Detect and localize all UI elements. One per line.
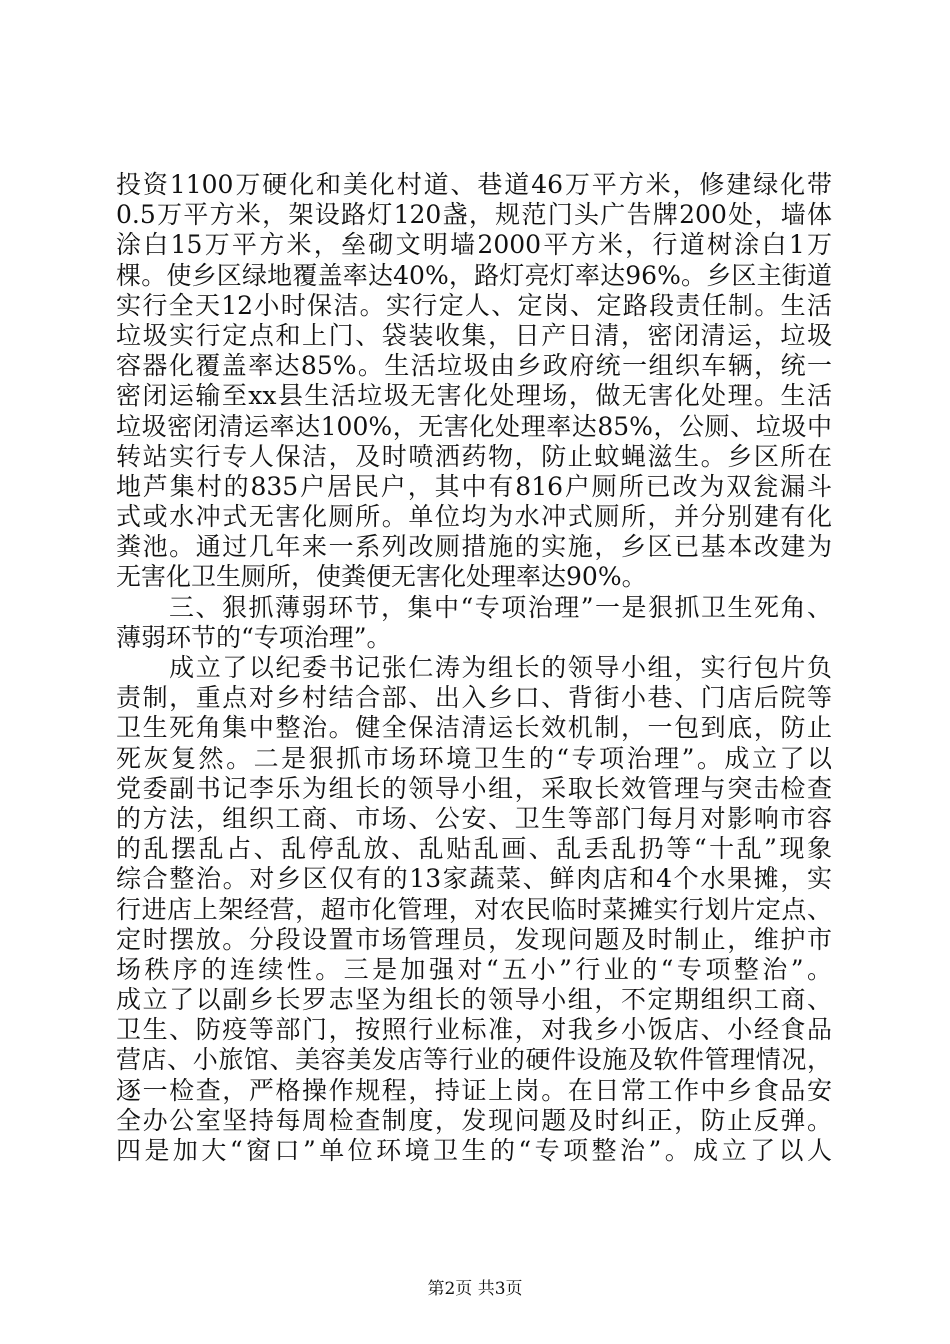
text-line: 责制，重点对乡村结合部、出入乡口、背街小巷、门店后院等 <box>116 683 832 713</box>
text-line: 全办公室坚持每周检查制度，发现问题及时纠正，防止反弹。 <box>116 1105 832 1135</box>
text-line: 地芦集村的835户居民户，其中有816户厕所已改为双瓮漏斗 <box>116 471 832 501</box>
text-line: 薄弱环节的“专项治理”。 <box>116 622 392 652</box>
text-line: 实行全天12小时保洁。实行定人、定岗、定路段责任制。生活 <box>116 290 832 320</box>
text-line: 党委副书记李乐为组长的领导小组，采取长效管理与突击检查 <box>116 773 832 803</box>
page-footer: 第2页 共3页 <box>427 1279 523 1299</box>
text-line: 垃圾密闭清运率达100%，无害化处理率达85%，公厕、垃圾中 <box>116 411 832 441</box>
text-line: 卫生死角集中整治。健全保洁清运长效机制，一包到底，防止 <box>116 713 832 743</box>
text-line: 综合整治。对乡区仅有的13家蔬菜、鲜肉店和4个水果摊，实 <box>116 864 832 894</box>
text-line: 的乱摆乱占、乱停乱放、乱贴乱画、乱丢乱扔等“十乱”现象 <box>116 834 832 864</box>
text-line: 逐一检查，严格操作规程，持证上岗。在日常工作中乡食品安 <box>116 1075 832 1105</box>
text-line: 行进店上架经营，超市化管理，对农民临时菜摊实行划片定点、 <box>116 894 832 924</box>
text-line: 卫生、防疫等部门，按照行业标准，对我乡小饭店、小经食品 <box>116 1015 832 1045</box>
text-line: 密闭运输至xx县生活垃圾无害化处理场，做无害化处理。生活 <box>116 381 832 411</box>
text-line: 投资1100万硬化和美化村道、巷道46万平方米，修建绿化带 <box>116 170 832 199</box>
text-line: 定时摆放。分段设置市场管理员，发现问题及时制止，维护市 <box>116 924 832 954</box>
text-line: 成立了以副乡长罗志坚为组长的领导小组，不定期组织工商、 <box>116 985 832 1015</box>
text-line: 转站实行专人保洁，及时喷洒药物，防止蚊蝇滋生。乡区所在 <box>116 441 832 471</box>
text-line: 式或水冲式无害化厕所。单位均为水冲式厕所，并分别建有化 <box>116 502 832 532</box>
body-text <box>116 170 832 1166</box>
text-line: 三、狠抓薄弱环节，集中“专项治理”一是狠抓卫生死角、 <box>116 592 832 622</box>
text-line: 容器化覆盖率达85%。生活垃圾由乡政府统一组织车辆，统一 <box>116 351 832 381</box>
text-line: 的方法，组织工商、市场、公安、卫生等部门每月对影响市容 <box>116 803 832 833</box>
text-line: 成立了以纪委书记张仁涛为组长的领导小组，实行包片负 <box>116 653 832 682</box>
text-line: 棵。使乡区绿地覆盖率达40%，路灯亮灯率达96%。乡区主街道 <box>116 260 832 290</box>
text-line: 四是加大“窗口”单位环境卫生的“专项整治”。成立了以人 <box>116 1136 832 1165</box>
text-line: 死灰复然。二是狠抓市场环境卫生的“专项治理”。成立了以 <box>116 743 832 773</box>
text-line: 无害化卫生厕所，使粪便无害化处理率达90%。 <box>116 562 647 592</box>
text-line: 垃圾实行定点和上门、袋装收集，日产日清，密闭清运，垃圾 <box>116 320 832 350</box>
text-line: 粪池。通过几年来一系列改厕措施的实施，乡区已基本改建为 <box>116 532 832 562</box>
text-line: 0.5万平方米，架设路灯120盏，规范门头广告牌200处，墙体 <box>116 200 832 230</box>
text-line: 涂白15万平方米，垒砌文明墙2000平方米，行道树涂白1万 <box>116 230 832 260</box>
text-line: 营店、小旅馆、美容美发店等行业的硬件设施及软件管理情况， <box>116 1045 832 1075</box>
text-line: 场秩序的连续性。三是加强对“五小”行业的“专项整治”。 <box>116 954 832 984</box>
